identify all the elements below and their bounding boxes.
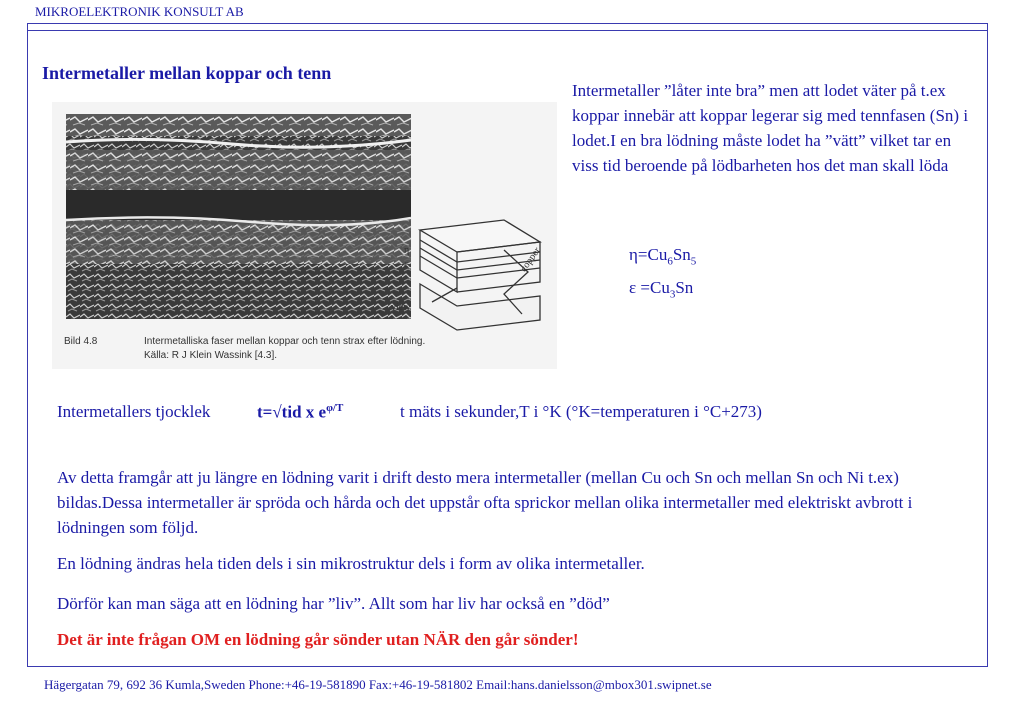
thickness-formula [257, 402, 343, 423]
diagram-eps-label: ε [404, 259, 409, 270]
micrograph-svg [52, 102, 557, 369]
intro-text: Intermetaller ”låter inte bra” men att lodet väter på t.ex koppar innebär att koppar legerar sig med tennfasen (Sn) i lodet.I en bra lödning måste lodet ha ”vätt” vilket tar en viss tid beroende på lödbarheten hos det man skall löda [572, 81, 969, 175]
thickness-note: t mäts i sekunder,T i °K (°K=temperaturen i °C+273) [400, 402, 762, 421]
layer-diagram [420, 220, 540, 330]
header-divider [27, 30, 988, 31]
diagram-eta-label: η [404, 245, 410, 256]
micrograph-figure [52, 102, 557, 369]
paragraph-emphasis: Det är inte frågan OM en lödning går sönder utan NÄR den går sönder! [57, 630, 579, 649]
eps-symbol: ε =Cu [629, 278, 670, 297]
paragraph-life-death: Dörför kan man säga att en lödning har ”liv”. Allt som har liv har också en ”död” [57, 594, 610, 613]
figure-caption-label: Bild 4.8 [64, 336, 98, 347]
slide-title: Intermetaller mellan koppar och tenn [42, 63, 332, 83]
thickness-formula-exp: φ/T [326, 402, 344, 414]
eta-sub1: 6 [667, 255, 673, 268]
epsilon-formula [629, 278, 693, 300]
eta-sub2: 5 [690, 255, 697, 268]
diagram-view-label: view [391, 302, 411, 313]
micrograph-image [66, 114, 411, 319]
paragraph-structure-change: En lödning ändras hela tiden dels i sin mikrostruktur dels i form av olika intermetaller. [57, 554, 645, 573]
eta-formula [629, 245, 696, 267]
diagram-copper-label: copper [518, 245, 543, 275]
company-name: MIKROELEKTRONIK KONSULT AB [35, 4, 244, 19]
eta-mid: Sn [672, 245, 691, 264]
figure-caption-line2: Källa: R J Klein Wassink [4.3]. [144, 350, 278, 361]
thickness-formula-main: t=√tid x e [257, 402, 327, 422]
figure-caption-line1: Intermetalliska faser mellan koppar och tenn strax efter lödning. [144, 336, 426, 347]
eps-mid: Sn [675, 278, 694, 297]
paragraph-intermetallic-growth: Av detta framgår att ju längre en lödning varit i drift desto mera intermetaller (mellan Cu och Sn och mellan Sn och Ni t.ex) bildas.Dessa intermetaller är spröda och hårda och det uppstår ofta sprickor mellan olika intermetaller med elektriskt avbrott i lödningen som följd. [57, 468, 913, 537]
footer-contact: Hägergatan 79, 692 36 Kumla,Sweden Phone:+46-19-581890 Fax:+46-19-581802 Email:hans.danielsson@mbox301.swipnet.se [44, 677, 712, 692]
eta-symbol: η=Cu [629, 245, 668, 264]
eps-sub1: 3 [669, 288, 676, 301]
thickness-label: Intermetallers tjocklek [57, 402, 211, 421]
